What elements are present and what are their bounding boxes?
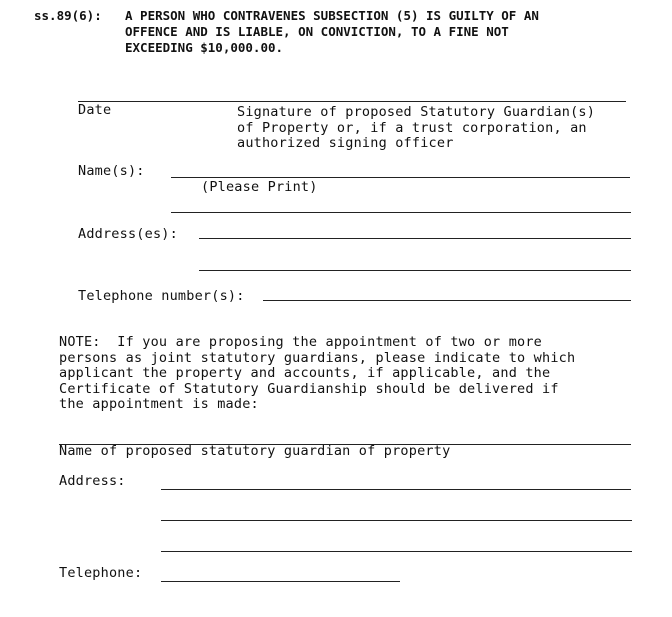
note-line-3: applicant the property and accounts, if applicable, and the	[59, 365, 551, 381]
address-label: Address(es):	[78, 226, 178, 242]
delivery-address-label: Address:	[59, 473, 126, 489]
signature-caption-line-2: of Property or, if a trust corporation, an	[237, 120, 587, 136]
signature-caption-line-1: Signature of proposed Statutory Guardian(s)	[237, 104, 596, 120]
delivery-address-line-2[interactable]	[161, 520, 632, 521]
note-line-5: the appointment is made:	[59, 396, 259, 412]
section-reference: ss.89(6):	[34, 8, 102, 23]
signature-line[interactable]	[78, 101, 626, 102]
note-line-2: persons as joint statutory guardians, please indicate to which	[59, 350, 576, 366]
penalty-line-1: A PERSON WHO CONTRAVENES SUBSECTION (5) IS GUILTY OF AN	[125, 8, 539, 23]
delivery-address-line-3[interactable]	[161, 551, 632, 552]
delivery-address-line-1[interactable]	[161, 489, 631, 490]
penalty-line-2: OFFENCE AND IS LIABLE, ON CONVICTION, TO A FINE NOT	[125, 24, 509, 39]
name-label: Name(s):	[78, 163, 145, 179]
delivery-telephone-line[interactable]	[161, 581, 400, 582]
note-line-4: Certificate of Statutory Guardianship should be delivered if	[59, 381, 559, 397]
signature-caption-line-3: authorized signing officer	[237, 135, 454, 151]
delivery-telephone-label: Telephone:	[59, 565, 143, 581]
address-field-line-2[interactable]	[199, 270, 631, 271]
delivery-name-caption: Name of proposed statutory guardian of property	[59, 443, 451, 459]
telephone-field-line[interactable]	[263, 300, 631, 301]
name-field-line[interactable]	[171, 177, 630, 178]
note-line-1: NOTE: If you are proposing the appointment of two or more	[59, 334, 543, 350]
penalty-line-3: EXCEEDING $10,000.00.	[125, 40, 284, 55]
date-label: Date	[78, 102, 112, 118]
please-print-hint: (Please Print)	[201, 179, 318, 195]
telephone-label: Telephone number(s):	[78, 288, 245, 304]
address-field-line-1[interactable]	[199, 238, 631, 239]
name-field-line-2[interactable]	[171, 212, 631, 213]
